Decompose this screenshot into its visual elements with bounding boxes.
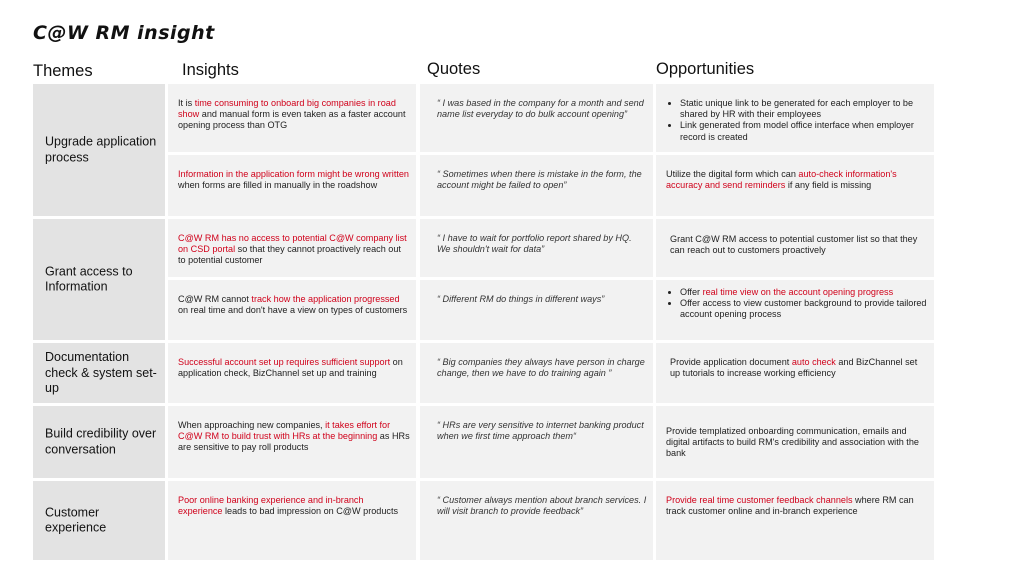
quote-cell [420,219,653,277]
opportunity-cell: Utilize the digital form which can auto-check information's accuracy and send reminders if any field is missing [656,155,934,216]
page-title: C@W RM insight [33,22,215,44]
quote-cell [420,343,653,403]
quote-cell [420,406,653,478]
opportunity-bullet: • Link generated from model office interface when employer record is created [680,120,928,142]
theme-label: Documentation check & system set-up [45,349,157,395]
theme-cell [33,343,165,403]
quote-text: “ Big companies they always have person in charge change, then we have to do training again ” [437,357,645,379]
quote-text: “ HRs are very sensitive to internet banking product when we first time approach them“ [437,420,644,442]
quote-text: “ Customer always mention about branch services. I will visit branch to provide feedback” [437,495,647,517]
quote-text: “ Sometimes when there is mistake in the form, the account might be failed to open” [437,169,642,191]
theme-label: Build credibility over conversation [45,426,157,456]
insight-cell: Successful account set up requires sufficient support on application check, BizChannel set up and training [168,343,416,403]
opportunity-bullet: • Static unique link to be generated for each employer to be shared by HR with their employees [680,98,928,120]
opportunity-text: Grant C@W RM access to potential customer list so that they can reach out to customers proactively [670,234,918,256]
opportunity-text: Provide templatized onboarding communication, emails and digital artifacts to build RM's credibility and association with the bank [666,426,919,459]
quote-cell [420,481,653,560]
theme-cell [33,84,165,216]
theme-label: Grant access to Information [45,264,133,294]
theme-cell [33,481,165,560]
theme-label: Customer experience [45,505,107,535]
opportunity-cell [656,406,934,478]
quote-cell [420,280,653,340]
opportunity-cell [656,280,934,340]
opportunity-cell: Provide application document auto check and BizChannel set up tutorials to increase working efficiency [656,343,934,403]
opportunity-cell: Provide real time customer feedback channels where RM can track customer online and in-branch experience [656,481,934,560]
opportunity-bullet-list [666,98,928,143]
insight-cell: Poor online banking experience and in-branch experience leads to bad impression on C@W products [168,481,416,560]
column-header-themes: Themes [33,62,93,80]
quote-text: “ I have to wait for portfolio report shared by HQ. We shouldn't wait for data” [437,233,632,255]
insight-cell: C@W RM cannot track how the application progressed on real time and don't have a view on types of customers [168,280,416,340]
insight-cell: It is time consuming to onboard big companies in road show and manual form is even taken as a faster account opening process than OTG [168,84,416,152]
opportunity-cell [656,84,934,152]
opportunity-bullet-list [666,287,928,321]
quote-cell [420,84,653,152]
theme-label: Upgrade application process [45,134,157,164]
column-header-quotes: Quotes [427,60,481,78]
quote-cell [420,155,653,216]
opportunity-bullet: • Offer real time view on the account opening progress [680,287,928,298]
column-header-opportunities: Opportunities [656,60,755,78]
quote-text: “ I was based in the company for a month and send name list everyday to do bulk account opening” [437,98,644,120]
theme-cell [33,219,165,340]
opportunity-bullet: • Offer access to view customer background to provide tailored account opening process [680,298,928,320]
insight-cell: When approaching new companies, it takes effort for C@W RM to build trust with HRs at the beginning as HRs are sensitive to pay roll products [168,406,416,478]
insight-cell: Information in the application form might be wrong written when forms are filled in manually in the roadshow [168,155,416,216]
column-header-insights: Insights [182,61,239,79]
quote-text: “ Different RM do things in different ways” [437,294,605,304]
insight-cell: C@W RM has no access to potential C@W company list on CSD portal so that they cannot proactively reach out to potential customer [168,219,416,277]
theme-cell [33,406,165,478]
opportunity-cell [656,219,934,277]
